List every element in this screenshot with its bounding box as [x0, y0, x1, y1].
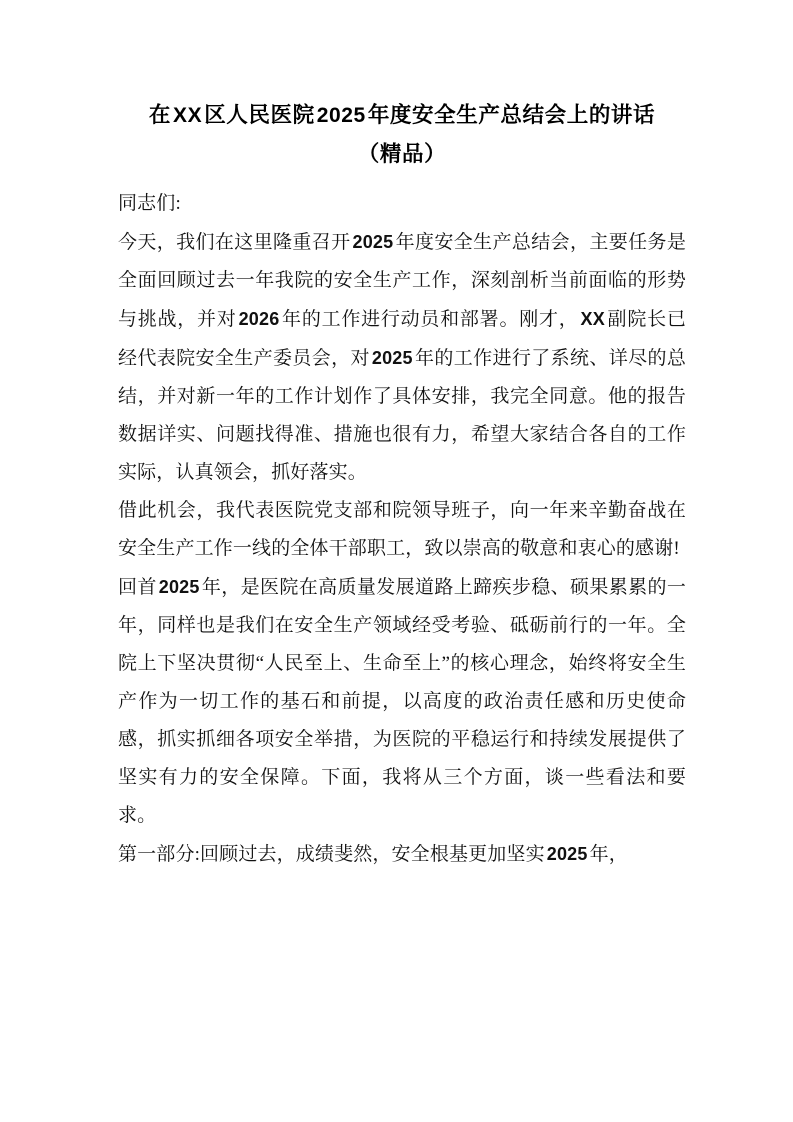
paragraph-salutation: 同志们:	[118, 193, 181, 214]
paragraph-opening	[118, 223, 686, 492]
opening-year-2025-b: 2025	[371, 348, 413, 368]
document-title	[118, 96, 686, 173]
section-one-text-1: 第一部分:回顾过去，成绩斐然，安全根基更加坚实	[118, 844, 545, 865]
opening-year-2026: 2026	[238, 309, 280, 329]
review-text-1: 回首	[118, 577, 157, 598]
title-line-1	[118, 96, 686, 135]
title-text-c: 区人民医院	[204, 103, 315, 127]
paragraph-section-one	[118, 835, 686, 874]
opening-text-5: 年的工作进行了系统、详尽的总结，并对新一年的工作计划作了具体安排，我完全同意。他的报告数据详实、问题找得准、措施也很有力，希望大家结合各自的工作实际，认真领会，抓好落实。	[118, 348, 686, 483]
opening-text-2: 年度安全生产总结会，主要任务是全面回顾过去一年我院的安全生产工作，深刻剖析当前面临的形势与挑战，并对	[118, 232, 686, 330]
opening-text-3: 年的工作进行动员和部署。刚才，	[281, 309, 579, 330]
title-text-a: 在	[148, 103, 171, 127]
opening-placeholder-xx: XX	[580, 309, 605, 329]
section-one-text-2: 年，	[589, 844, 628, 865]
title-year: 2025	[316, 104, 366, 127]
document-body	[118, 96, 686, 874]
title-placeholder-xx: XX	[172, 104, 203, 127]
opening-text-4: 副院长已经代表院安全生产委员会，对	[118, 309, 686, 369]
opening-year-2025-a: 2025	[352, 232, 394, 252]
paragraph-review	[118, 568, 686, 835]
opening-text-1: 今天，我们在这里隆重召开	[118, 232, 351, 253]
section-one-year-2025: 2025	[546, 844, 588, 864]
title-line-2: （精品）	[357, 142, 447, 166]
title-text-e: 年度安全生产总结会上的讲话	[367, 103, 656, 127]
review-year-2025: 2025	[158, 577, 200, 597]
paragraph-thanks: 借此机会，我代表医院党支部和院领导班子，向一年来辛勤奋战在安全生产工作一线的全体干部职工，致以崇高的敬意和衷心的感谢!	[118, 500, 686, 559]
review-text-2: 年，是医院在高质量发展道路上蹄疾步稳、硕果累累的一年，同样也是我们在安全生产领域经受考验、砥砺前行的一年。全院上下坚决贯彻“人民至上、生命至上”的核心理念，始终将安全生产作为一切工作的基石和前提，以高度的政治责任感和历史使命感，抓实抓细各项安全举措，为医院的平稳运行和持续发展提供了坚实有力的安全保障。下面，我将从三个方面，谈一些看法和要求。	[118, 577, 686, 826]
